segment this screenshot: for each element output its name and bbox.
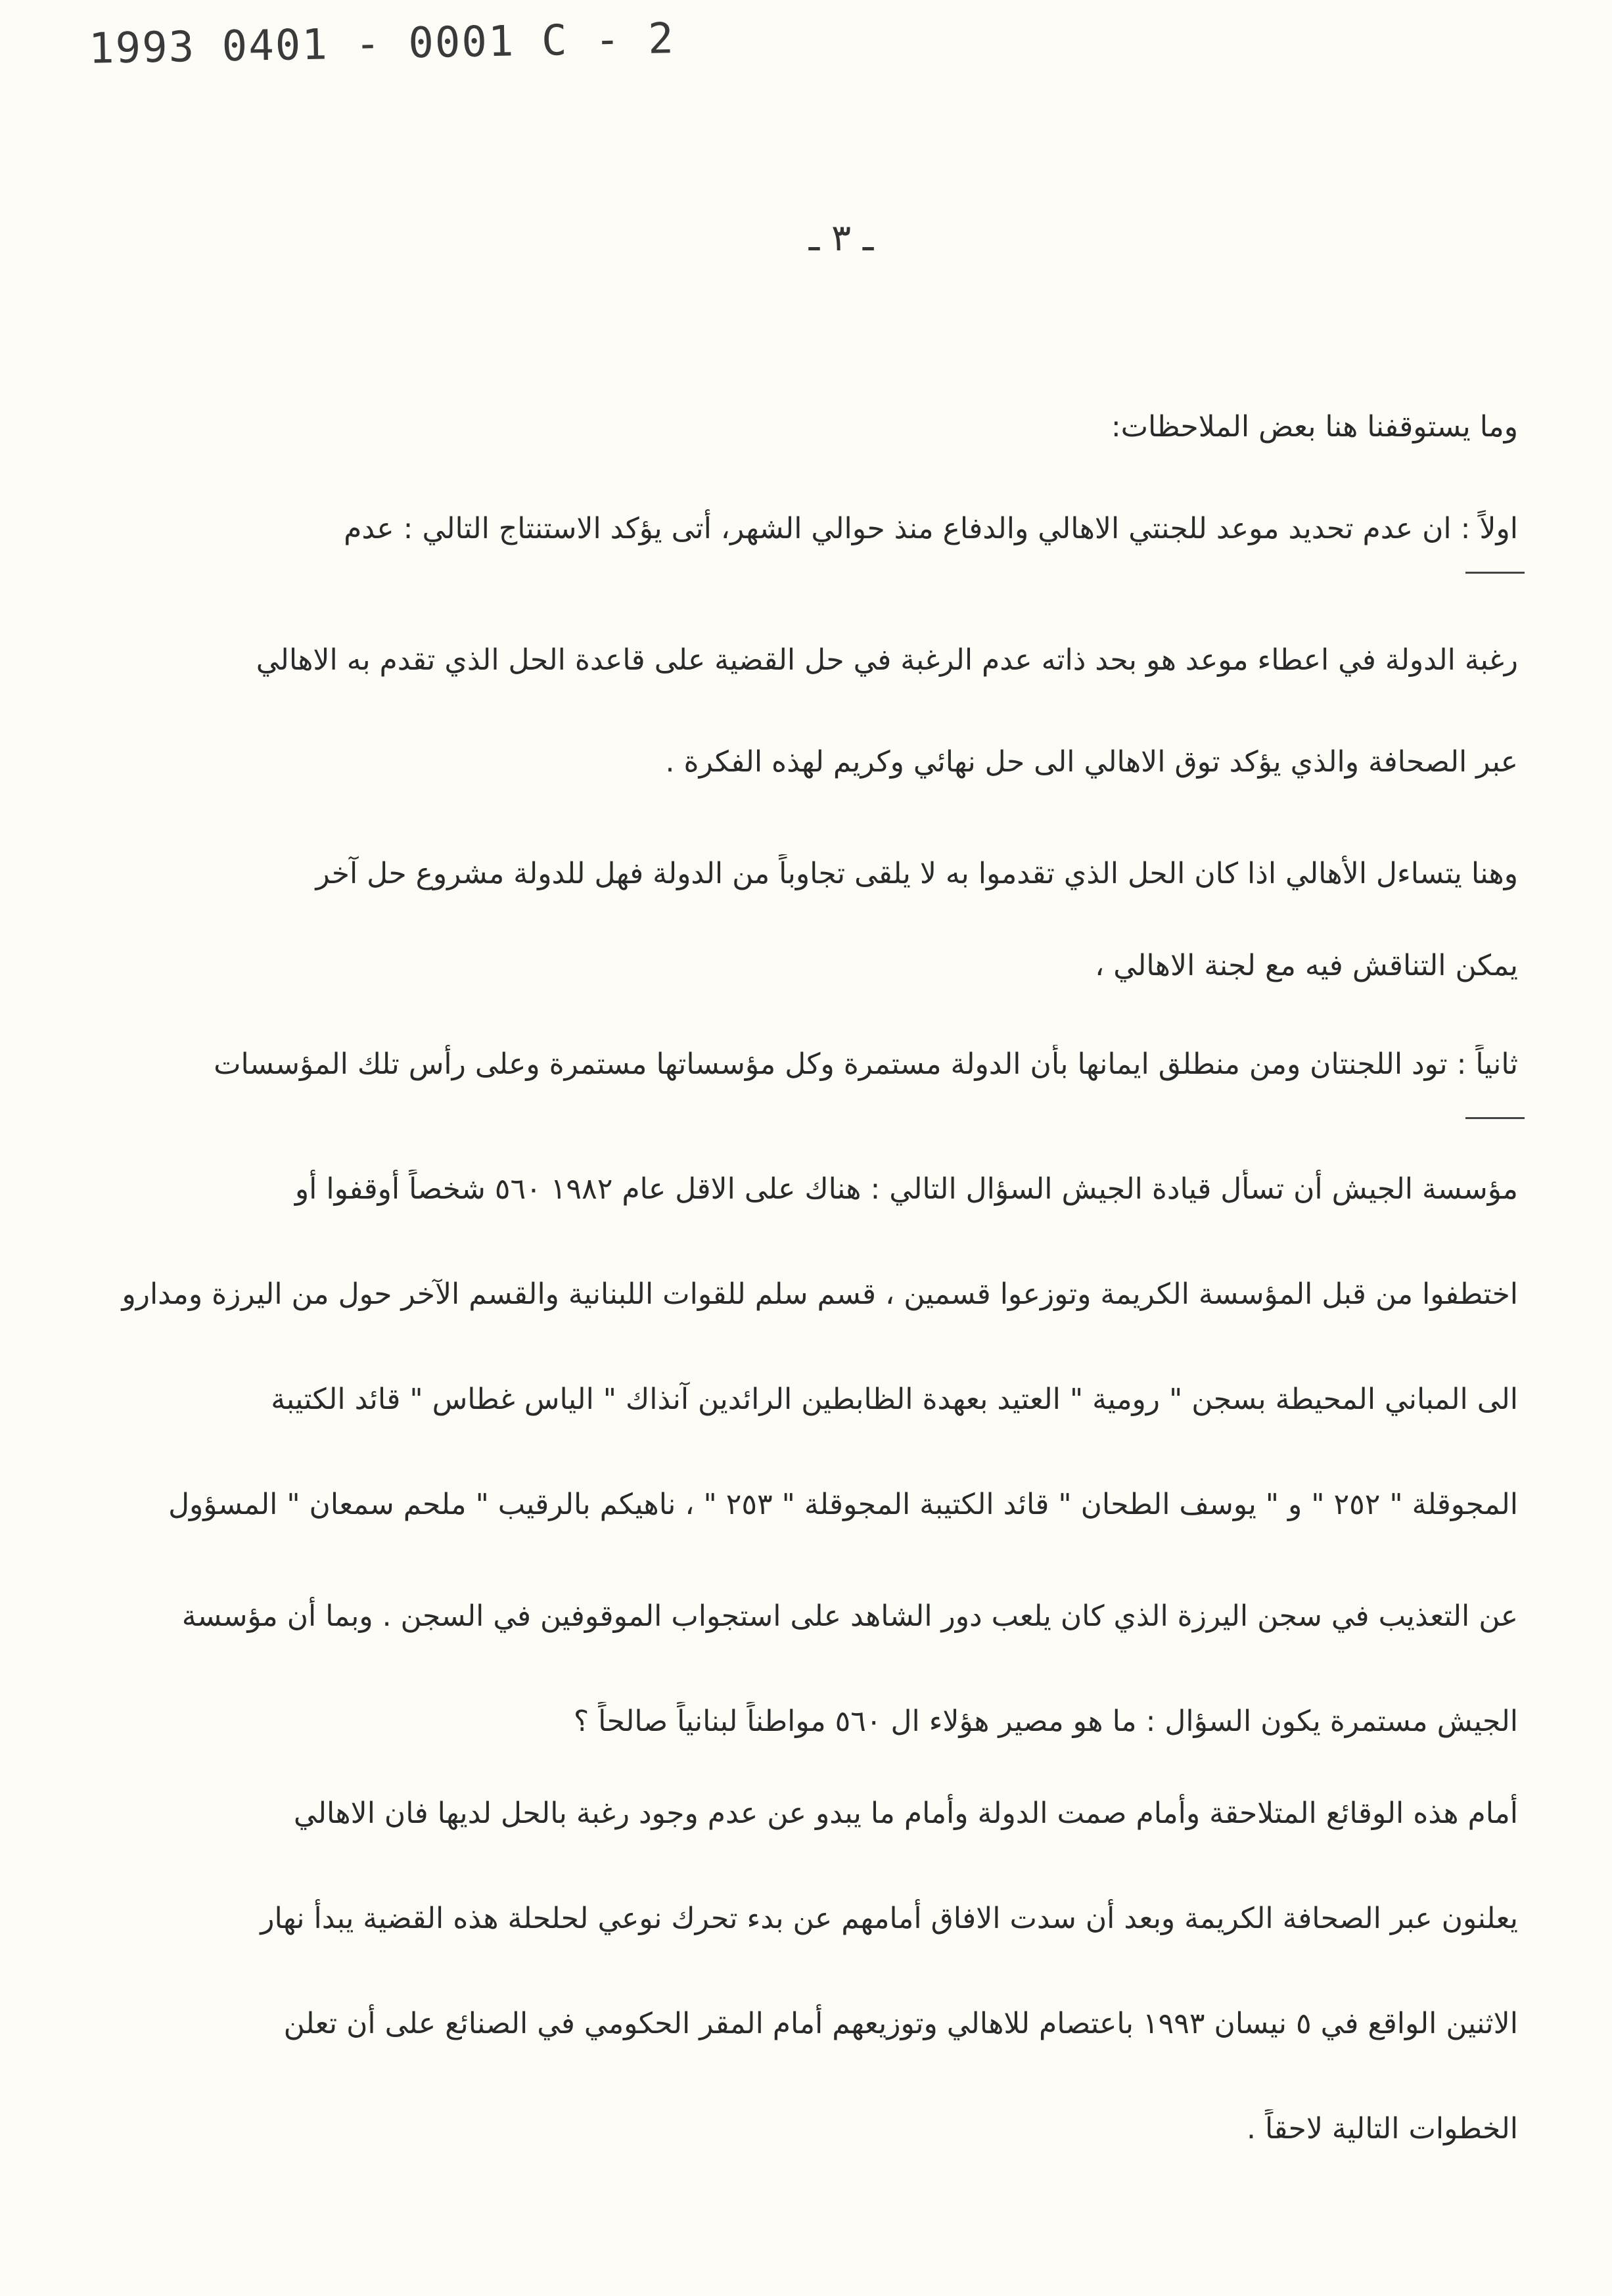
underline-mark: [1465, 572, 1525, 574]
text-line: المجوقلة " ٢٥٢ " و " يوسف الطحان " قائد الكتيبة المجوقلة " ٢٥٣ " ، ناهيكم بالرقيب " ملحم سمعان " المسؤول: [168, 1488, 1518, 1521]
page-number: ـ ٣ ـ: [808, 217, 874, 260]
text-line: الى المباني المحيطة بسجن " رومية " العتيد بعهدة الظابطين الرائدين آنذاك " الياس غطاس " قائد الكتيبة: [271, 1383, 1518, 1416]
archive-reference-number: 1993 0401 - 0001 C - 2: [88, 14, 676, 74]
text-line: اولاً : ان عدم تحديد موعد للجنتي الاهالي والدفاع منذ حوالي الشهر، أتى يؤكد الاستنتاج التالي : عدم: [344, 512, 1518, 545]
text-line: عن التعذيب في سجن اليرزة الذي كان يلعب دور الشاهد على استجواب الموقوفين في السجن . وبما أن مؤسسة: [181, 1599, 1518, 1633]
text-line: ثانياً : تود اللجنتان ومن منطلق ايمانها بأن الدولة مستمرة وكل مؤسساتها مستمرة وعلى رأس تلك المؤسسات: [214, 1047, 1518, 1081]
text-line: الاثنين الواقع في ٥ نيسان ١٩٩٣ باعتصام للاهالي وتوزيعهم أمام المقر الحكومي في الصنائع على أن تعلن: [283, 2007, 1518, 2040]
underline-mark: [1465, 1117, 1525, 1119]
text-line: الجيش مستمرة يكون السؤال : ما هو مصير هؤلاء ال ٥٦٠ مواطناً لبنانياً صالحاً ؟: [573, 1705, 1518, 1738]
text-line: وهنا يتساءل الأهالي اذا كان الحل الذي تقدموا به لا يلقى تجاوباً من الدولة فهل للدولة مشروع حل آخر: [315, 857, 1518, 890]
text-line: أمام هذه الوقائع المتلاحقة وأمام صمت الدولة وأمام ما يبدو عن عدم وجود رغبة بالحل لديها فان الاهالي: [293, 1797, 1518, 1830]
text-line: رغبة الدولة في اعطاء موعد هو بحد ذاته عدم الرغبة في حل القضية على قاعدة الحل الذي تقدم به الاهالي: [256, 643, 1518, 677]
text-line: الخطوات التالية لاحقاً .: [1247, 2112, 1518, 2146]
text-line: يمكن التناقش فيه مع لجنة الاهالي ،: [1095, 949, 1518, 982]
text-line: يعلنون عبر الصحافة الكريمة وبعد أن سدت الافاق أمامهم عن بدء تحرك نوعي لحلحلة هذه القضية يبدأ نهار: [260, 1902, 1518, 1935]
text-line: اختطفوا من قبل المؤسسة الكريمة وتوزعوا قسمين ، قسم سلم للقوات اللبنانية والقسم الآخر حول من اليرزة ومدارو: [122, 1277, 1518, 1311]
text-line: مؤسسة الجيش أن تسأل قيادة الجيش السؤال التالي : هناك على الاقل عام ١٩٨٢ ٥٦٠ شخصاً أوقفوا أو: [294, 1172, 1518, 1206]
text-line: عبر الصحافة والذي يؤكد توق الاهالي الى حل نهائي وكريم لهذه الفكرة .: [665, 745, 1518, 779]
text-line: وما يستوقفنا هنا بعض الملاحظات:: [1111, 410, 1518, 444]
